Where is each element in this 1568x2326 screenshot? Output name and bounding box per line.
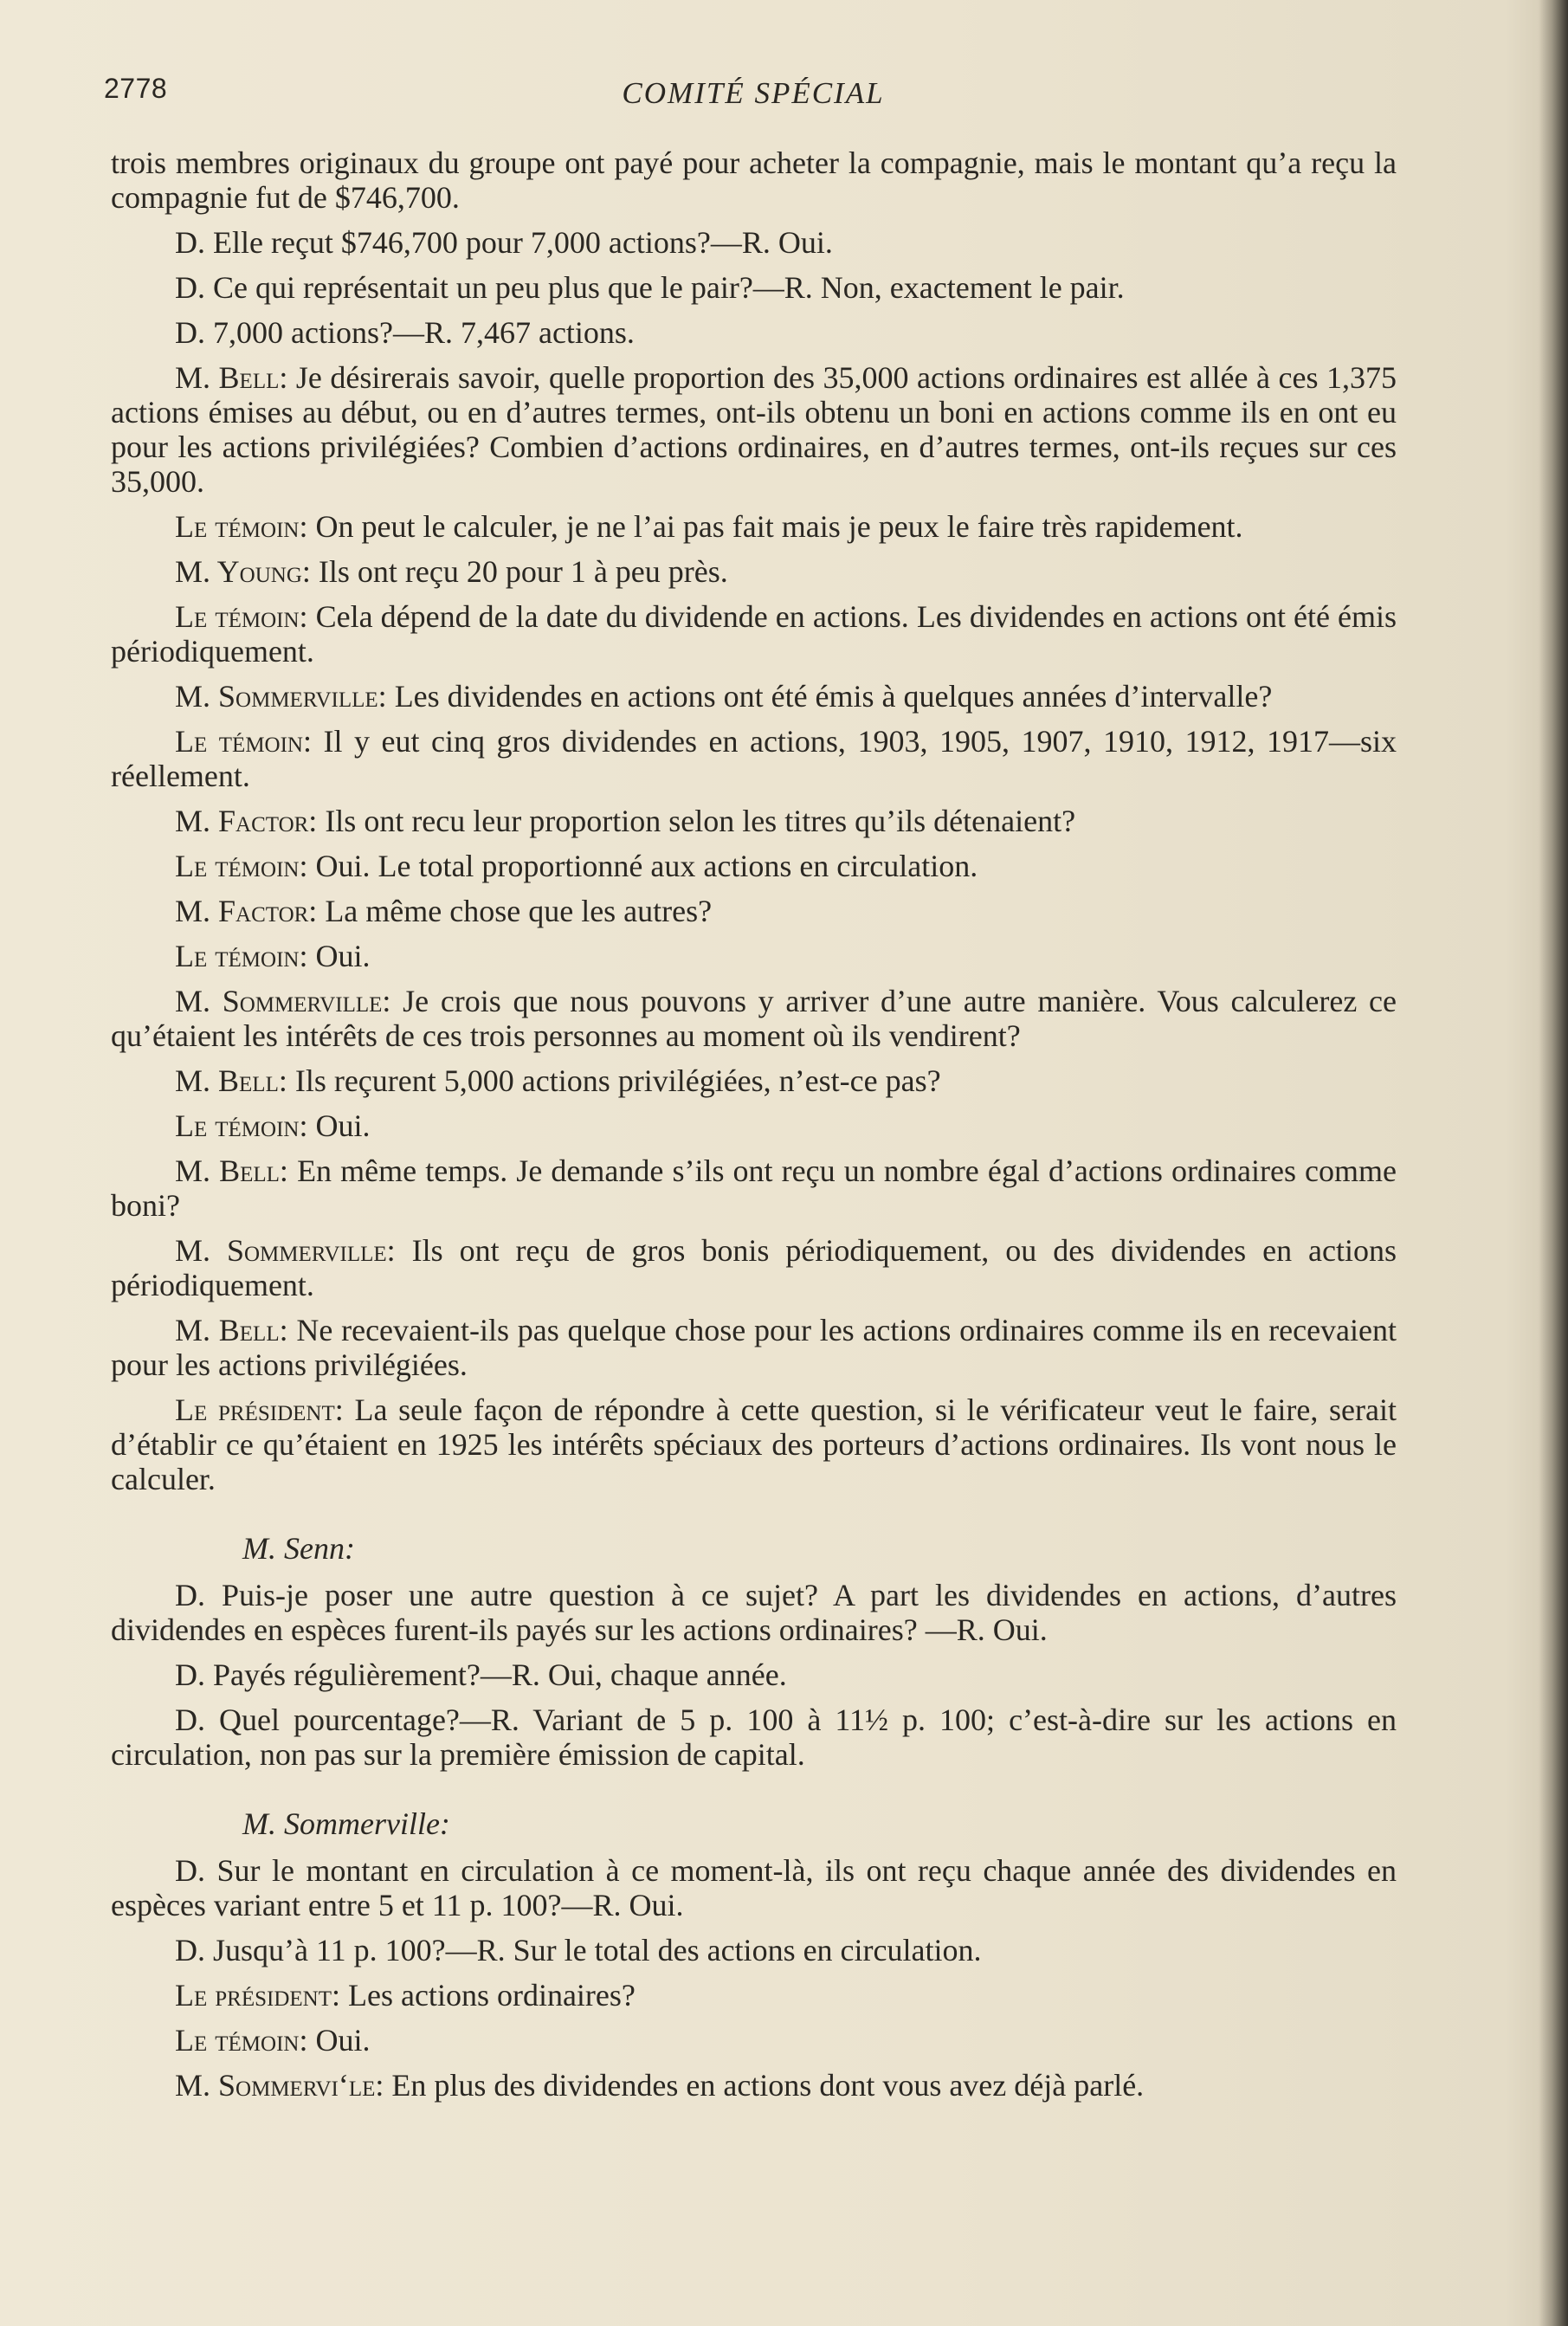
- paragraph-text: Ils reçurent 5,000 actions privilégiées, n’est-ce pas?: [294, 1063, 941, 1098]
- speaker-label: Le témoin:: [175, 1108, 308, 1143]
- paragraph: [111, 225, 1397, 260]
- paragraph: [111, 2023, 1397, 2058]
- speaker-label: Le président:: [175, 1392, 344, 1427]
- speaker-label: Le témoin:: [175, 724, 312, 759]
- speaker-label: Le président:: [175, 1978, 340, 2013]
- paragraph-text: D. 7,000 actions?—R. 7,467 actions.: [175, 315, 635, 350]
- speaker-label: M. Bell:: [175, 1063, 287, 1098]
- page-body: [111, 145, 1397, 2113]
- speaker-label: Le témoin:: [175, 599, 308, 634]
- paragraph-text: D. Elle reçut $746,700 pour 7,000 actions?—R. Oui.: [175, 225, 833, 260]
- paragraph: [111, 1657, 1397, 1692]
- paragraph-text: trois membres originaux du groupe ont payé pour acheter la compagnie, mais le montant qu’a reçu la compagnie fut de $746,700.: [111, 145, 1397, 215]
- paragraph-text: D. Puis-je poser une autre question à ce sujet? A part les dividendes en actions, d’autres dividendes en espèces furent-ils payés sur les actions ordinaires? —R. Oui.: [111, 1578, 1397, 1647]
- paragraph-text: Ne recevaient-ils pas quelque chose pour les actions ordinaires comme ils en recevaient pour les actions privilégiées.: [111, 1313, 1397, 1382]
- speaker-label: Le témoin:: [175, 849, 308, 883]
- paragraph-text: La même chose que les autres?: [325, 894, 713, 928]
- section-heading-senn: M. Senn:: [242, 1531, 355, 1566]
- paragraph-text: D. Jusqu’à 11 p. 100?—R. Sur le total des actions en circulation.: [175, 1933, 982, 1967]
- paragraph: [111, 1703, 1397, 1772]
- paragraph: [111, 554, 1397, 589]
- speaker-label: Le témoin:: [175, 509, 308, 544]
- page-number: 2778: [104, 73, 168, 104]
- speaker-label: M. Bell:: [175, 1153, 288, 1188]
- transcript-section-sommerville: [111, 1853, 1397, 2103]
- paragraph: [111, 2068, 1397, 2103]
- paragraph-text: Je désirerais savoir, quelle proportion des 35,000 actions ordinaires est allée à ces 1,375 actions émises au début, ou en d’autres termes, ont-ils obtenu un boni en actions comme ils en ont eu pour les actions privilégiées? Combien d’actions ordinaires, en d’autres termes, ont-ils reçues sur ces 35,000.: [111, 360, 1397, 499]
- paragraph: [111, 894, 1397, 928]
- paragraph: [111, 724, 1397, 793]
- paragraph: [111, 145, 1397, 215]
- page-header: [104, 73, 1403, 116]
- speaker-label: M. Sommerville:: [175, 679, 387, 714]
- paragraph: [111, 315, 1397, 350]
- paragraph-text: Ils ont reçu de gros bonis périodiquement, ou des dividendes en actions périodiquement.: [111, 1233, 1397, 1302]
- paragraph-text: Ils ont reçu 20 pour 1 à peu près.: [318, 554, 728, 589]
- paragraph: [111, 1853, 1397, 1922]
- speaker-label: M. Sommervi‘le:: [175, 2068, 384, 2103]
- paragraph: [111, 984, 1397, 1053]
- paragraph-text: Je crois que nous pouvons y arriver d’une autre manière. Vous calculerez ce qu’étaient les intérêts de ces trois personnes au moment où ils vendirent?: [111, 984, 1397, 1053]
- section-heading-sommerville: M. Sommerville:: [242, 1806, 450, 1841]
- paragraph: [111, 360, 1397, 499]
- paragraph-text: Cela dépend de la date du dividende en actions. Les dividendes en actions ont été émis périodiquement.: [111, 599, 1397, 669]
- paragraph-text: D. Ce qui représentait un peu plus que le pair?—R. Non, exactement le pair.: [175, 270, 1125, 305]
- paragraph-text: Oui.: [315, 2023, 371, 2058]
- paragraph-text: Les actions ordinaires?: [348, 1978, 636, 2013]
- paragraph: [111, 1108, 1397, 1143]
- transcript-section-senn: [111, 1578, 1397, 1772]
- paragraph: [111, 939, 1397, 973]
- paragraph-text: Oui. Le total proportionné aux actions en circulation.: [315, 849, 978, 883]
- paragraph: [111, 1233, 1397, 1302]
- paragraph: [111, 1153, 1397, 1223]
- speaker-label: M. Factor:: [175, 804, 318, 838]
- running-head: COMITÉ SPÉCIAL: [622, 76, 885, 110]
- paragraph: [111, 1313, 1397, 1382]
- transcript-section: [111, 145, 1397, 1496]
- paragraph-text: Oui.: [315, 1108, 371, 1143]
- paragraph: [111, 1063, 1397, 1098]
- paragraph: [111, 1578, 1397, 1647]
- paragraph: [111, 1978, 1397, 2013]
- paragraph-text: D. Sur le montant en circulation à ce moment-là, ils ont reçu chaque année des dividendes en espèces variant entre 5 et 11 p. 100?—R. Oui.: [111, 1853, 1397, 1922]
- paragraph: [111, 270, 1397, 305]
- paragraph: [111, 849, 1397, 883]
- paragraph-text: Oui.: [315, 939, 371, 973]
- speaker-label: M. Young:: [175, 554, 311, 589]
- paragraph-text: On peut le calculer, je ne l’ai pas fait mais je peux le faire très rapidement.: [315, 509, 1243, 544]
- paragraph-text: La seule façon de répondre à cette question, si le vérificateur veut le faire, serait d’établir ce qu’étaient en 1925 les intérêts spéciaux des porteurs d’actions ordinaires. Ils vont nous le calculer.: [111, 1392, 1397, 1496]
- speaker-label: Le témoin:: [175, 939, 308, 973]
- paragraph-text: D. Payés régulièrement?—R. Oui, chaque année.: [175, 1657, 787, 1692]
- paragraph: [111, 599, 1397, 669]
- paragraph-text: En plus des dividendes en actions dont vous avez déjà parlé.: [391, 2068, 1145, 2103]
- paragraph-text: En même temps. Je demande s’ils ont reçu un nombre égal d’actions ordinaires comme boni?: [111, 1153, 1397, 1223]
- speaker-label: M. Bell:: [175, 360, 288, 395]
- paragraph: [111, 1392, 1397, 1496]
- paragraph-text: Ils ont recu leur proportion selon les titres qu’ils détenaient?: [325, 804, 1076, 838]
- speaker-label: M. Factor:: [175, 894, 318, 928]
- paragraph: [111, 509, 1397, 544]
- binding-edge-shadow: [1539, 0, 1568, 2326]
- speaker-label: M. Bell:: [175, 1313, 288, 1347]
- paragraph: [111, 679, 1397, 714]
- paragraph: [111, 804, 1397, 838]
- paragraph: [111, 1933, 1397, 1967]
- paragraph-text: D. Quel pourcentage?—R. Variant de 5 p. 100 à 11½ p. 100; c’est-à-dire sur les actions en circulation, non pas sur la première émission de capital.: [111, 1703, 1397, 1772]
- speaker-label: M. Sommerville:: [175, 1233, 396, 1268]
- speaker-label: M. Sommerville:: [175, 984, 391, 1018]
- speaker-label: Le témoin:: [175, 2023, 308, 2058]
- paragraph-text: Les dividendes en actions ont été émis à quelques années d’intervalle?: [394, 679, 1273, 714]
- paragraph-text: Il y eut cinq gros dividendes en actions, 1903, 1905, 1907, 1910, 1912, 1917—six réellement.: [111, 724, 1397, 793]
